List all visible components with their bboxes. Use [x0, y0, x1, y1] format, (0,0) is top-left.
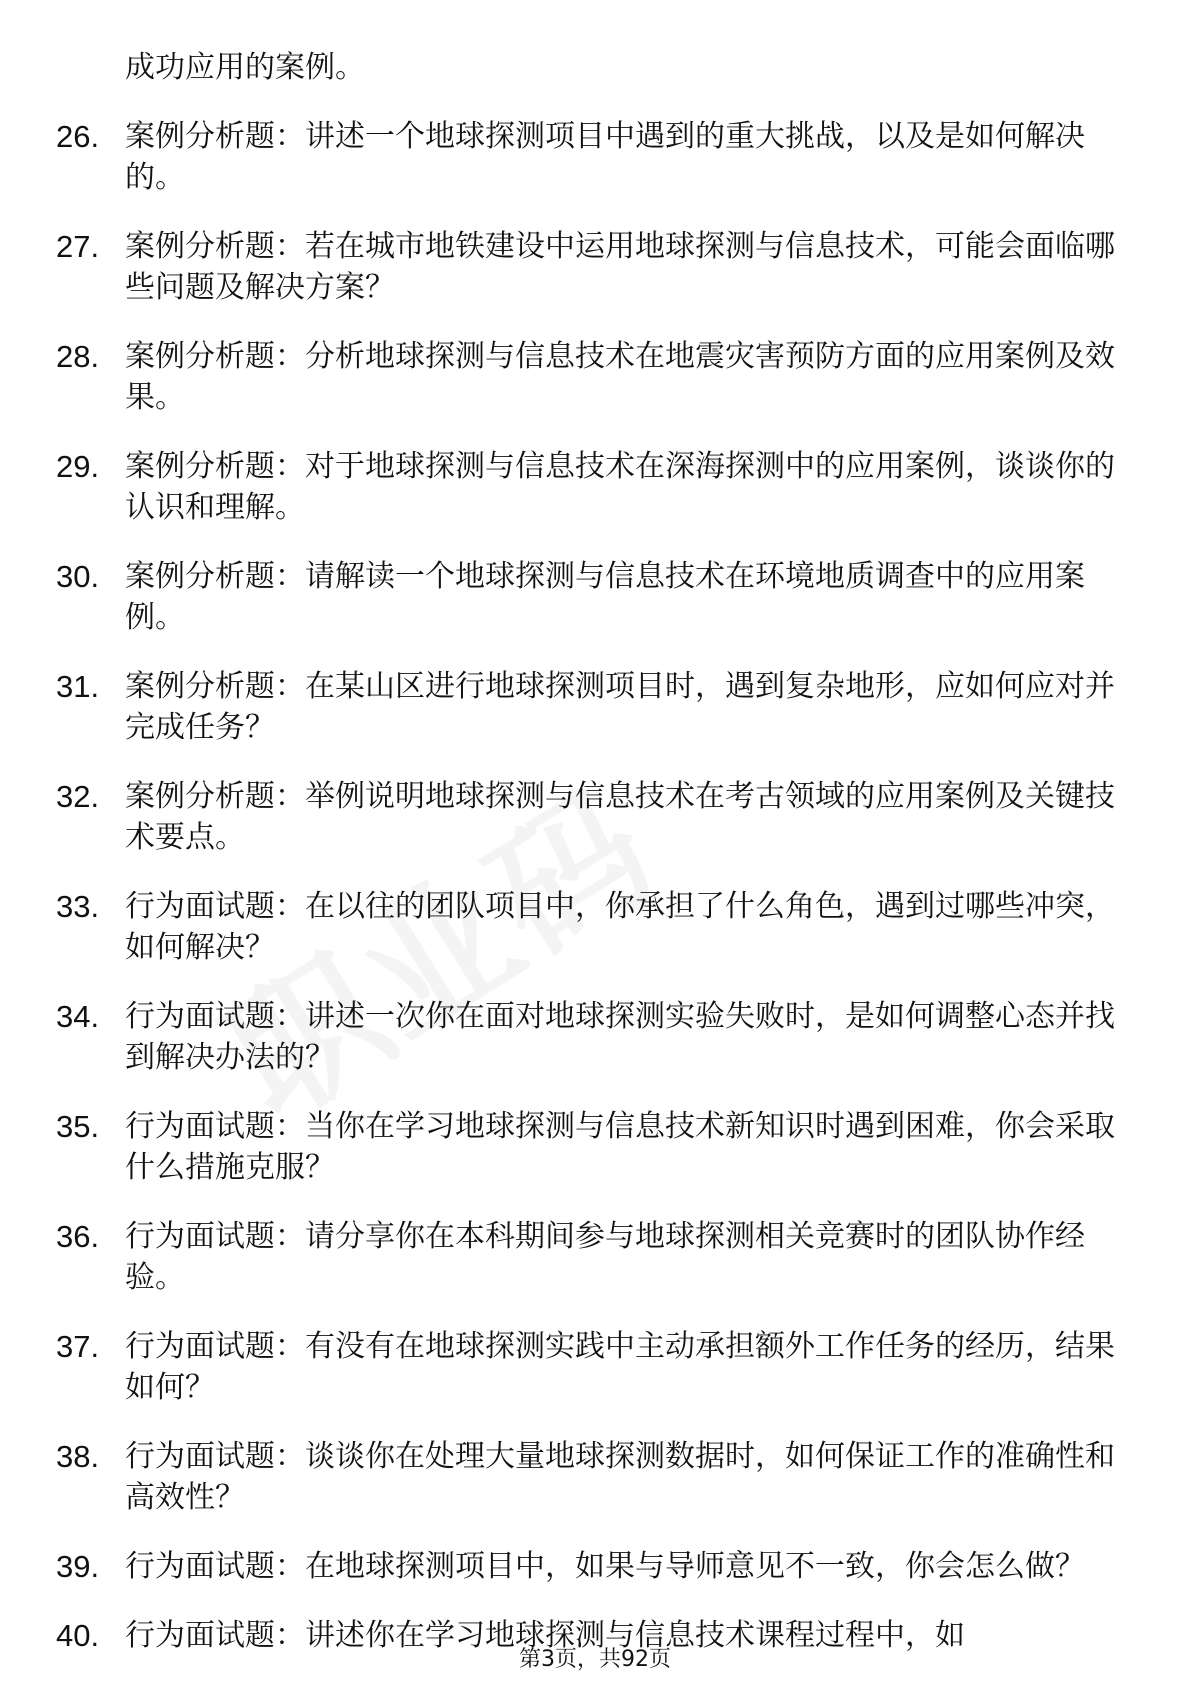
- item-text: 行为面试题：当你在学习地球探测与信息技术新知识时遇到困难，你会采取什么措施克服？: [125, 1109, 1115, 1185]
- item-number: 26.: [56, 119, 100, 154]
- item-number: 40.: [56, 1618, 100, 1653]
- continued-text: 成功应用的案例。: [125, 50, 365, 85]
- item-text: 案例分析题：分析地球探测与信息技术在地震灾害预防方面的应用案例及效果。: [125, 339, 1115, 415]
- item-number: 28.: [56, 339, 100, 374]
- item-text: 案例分析题：讲述一个地球探测项目中遇到的重大挑战，以及是如何解决的。: [125, 119, 1085, 195]
- item-number: 27.: [56, 229, 100, 264]
- list-item: [56, 996, 1136, 1078]
- item-text: 行为面试题：在以往的团队项目中，你承担了什么角色，遇到过哪些冲突，如何解决？: [125, 889, 1115, 965]
- item-number: 36.: [56, 1219, 100, 1254]
- item-text: 行为面试题：请分享你在本科期间参与地球探测相关竞赛时的团队协作经验。: [125, 1219, 1085, 1295]
- list-item: [56, 1326, 1136, 1408]
- item-text: 案例分析题：在某山区进行地球探测项目时，遇到复杂地形，应如何应对并完成任务？: [125, 669, 1115, 745]
- list-item: [56, 446, 1136, 528]
- list-item: [56, 556, 1136, 638]
- list-item: [56, 776, 1136, 858]
- list-item: [56, 1546, 1136, 1587]
- item-number: 33.: [56, 889, 100, 924]
- item-text: 案例分析题：若在城市地铁建设中运用地球探测与信息技术，可能会面临哪些问题及解决方案？: [125, 229, 1115, 305]
- item-number: 29.: [56, 449, 100, 484]
- item-text: 案例分析题：对于地球探测与信息技术在深海探测中的应用案例，谈谈你的认识和理解。: [125, 449, 1115, 525]
- item-text: 行为面试题：讲述一次你在面对地球探测实验失败时，是如何调整心态并找到解决办法的？: [125, 999, 1115, 1075]
- item-number: 35.: [56, 1109, 100, 1144]
- item-text: 行为面试题：谈谈你在处理大量地球探测数据时，如何保证工作的准确性和高效性？: [125, 1439, 1115, 1515]
- item-number: 39.: [56, 1549, 100, 1584]
- item-number: 34.: [56, 999, 100, 1034]
- list-item: [56, 336, 1136, 418]
- list-item: [56, 116, 1136, 198]
- list-item: [56, 1216, 1136, 1298]
- item-number: 31.: [56, 669, 100, 704]
- item-number: 30.: [56, 559, 100, 594]
- item-text: 案例分析题：请解读一个地球探测与信息技术在环境地质调查中的应用案例。: [125, 559, 1085, 635]
- item-text: 行为面试题：有没有在地球探测实践中主动承担额外工作任务的经历，结果如何？: [125, 1329, 1115, 1405]
- item-text: 行为面试题：在地球探测项目中，如果与导师意见不一致，你会怎么做？: [125, 1549, 1085, 1584]
- question-list: [56, 48, 1136, 1656]
- list-item: [56, 666, 1136, 748]
- item-text: 行为面试题：讲述你在学习地球探测与信息技术课程过程中，如: [125, 1618, 965, 1653]
- list-item: [56, 886, 1136, 968]
- item-number: 32.: [56, 779, 100, 814]
- list-item: [56, 1106, 1136, 1188]
- item-number: 38.: [56, 1439, 100, 1474]
- page-number: 第3页，共92页: [519, 1647, 671, 1672]
- list-item: [56, 226, 1136, 308]
- item-number: 37.: [56, 1329, 100, 1364]
- list-item: [56, 1436, 1136, 1518]
- item-text: 案例分析题：举例说明地球探测与信息技术在考古领域的应用案例及关键技术要点。: [125, 779, 1115, 855]
